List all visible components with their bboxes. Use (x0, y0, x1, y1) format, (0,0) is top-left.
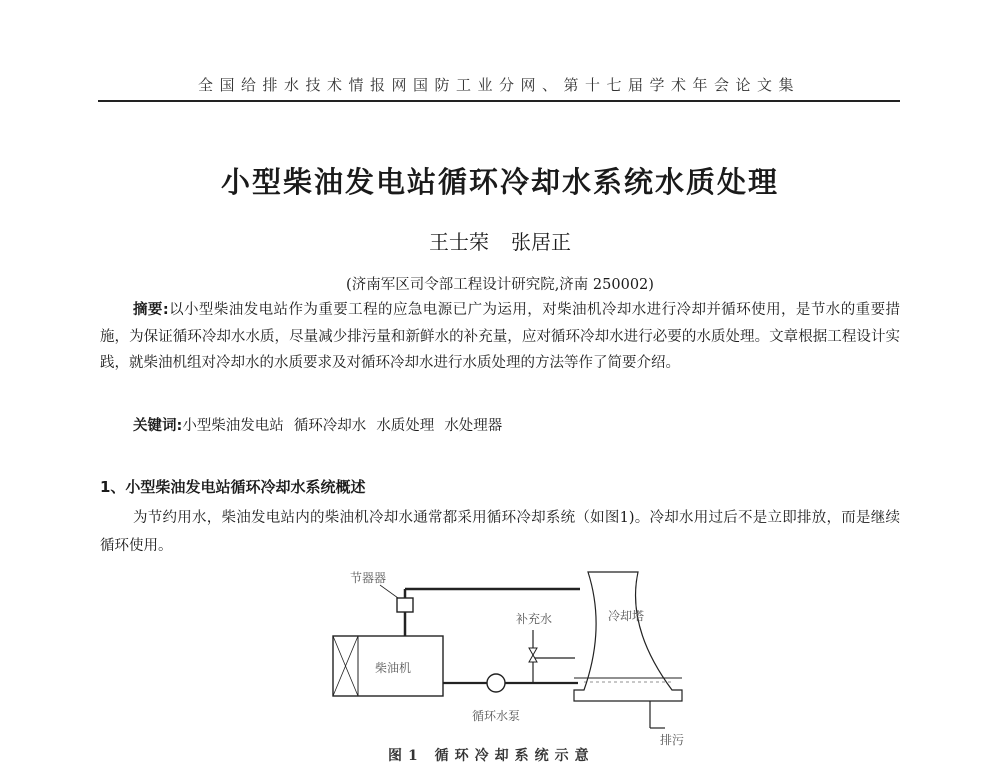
abstract-text: 以小型柴油发电站作为重要工程的应急电源已广为运用，对柴油机冷却水进行冷却并循环使用，是节水的重要措施，为保证循环冷却水水质，尽量减少排污量和新鲜水的补充量，应对循环冷却水进行必要的水质处理。文章根据工程设计实践，就柴油机组对冷却水的水质要求及对循环冷却水进行水质处理的方法等作了简要介绍。 (100, 302, 900, 371)
figure-diagram (320, 568, 710, 748)
label-device-top: 节器器 (350, 571, 387, 585)
label-cooling-tower: 冷却塔 (608, 609, 645, 623)
figure-caption: 图1 循环冷却系统示意 (388, 748, 595, 764)
pump-circle (487, 674, 505, 692)
paper-title: 小型柴油发电站循环冷却水系统水质处理 (220, 165, 779, 199)
device-box (397, 598, 413, 612)
label-engine: 柴油机 (375, 661, 412, 675)
affiliation: (济南军区司令部工程设计研究院,济南 250002) (346, 277, 654, 293)
body-paragraph: 为节约用水，柴油发电站内的柴油机冷却水通常都采用循环冷却系统（如图1)。冷却水用过后不是立即排放，而是继续循环使用。 (100, 510, 900, 554)
author-2: 张居正 (511, 230, 571, 254)
authors (0, 226, 1000, 255)
keyword: 水处理器 (444, 418, 503, 434)
device-leader (380, 585, 398, 598)
makeup-valve (529, 648, 537, 655)
author-1: 王士荣 (429, 230, 489, 254)
keyword: 小型柴油发电站 (182, 418, 284, 434)
abstract (100, 297, 900, 377)
label-drain: 排污 (660, 733, 685, 747)
keywords-label: 关键词: (133, 418, 183, 434)
keywords (133, 414, 900, 435)
abstract-label: 摘要: (133, 302, 169, 318)
running-header: 全国给排水技术情报网国防工业分网、第十七届学术年会论文集 (197, 76, 800, 94)
cooling-system-figure (320, 568, 710, 748)
section-heading: 1、小型柴油发电站循环冷却水系统概述 (100, 478, 366, 496)
label-pump: 循环水泵 (472, 709, 521, 723)
keyword: 循环冷却水 (293, 418, 367, 434)
header-rule (98, 100, 900, 102)
tower-outline (574, 572, 682, 701)
label-makeup-water: 补充水 (516, 612, 553, 626)
keyword: 水质处理 (376, 418, 435, 434)
